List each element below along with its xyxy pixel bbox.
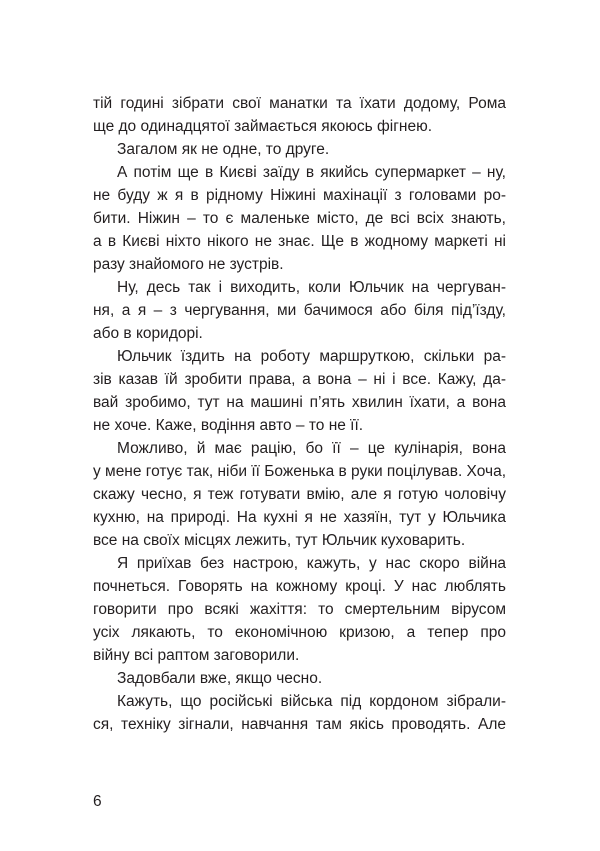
text-line: або в коридорі. — [93, 325, 203, 342]
text-line: вай зробимо, тут на машині п’ять хвилин їхати, а вона — [93, 394, 506, 411]
text-line: Можливо, й має рацію, бо її – це кулінарія, вона — [117, 440, 506, 457]
text-line: А потім ще в Києві заїду в якийсь супермаркет – ну, — [117, 164, 506, 181]
text-line: говорити про всякі жахіття: то смертельним вірусом — [93, 601, 506, 618]
text-line: Я приїхав без настрою, кажуть, у нас скоро війна — [117, 555, 506, 572]
text-line: ще до одинадцятої займається якоюсь фігнею. — [93, 118, 432, 135]
text-line: ся, техніку зігнали, навчання там якісь проводять. Але — [93, 716, 506, 733]
text-line: не буду ж я в рідному Ніжині махінації з головами ро- — [93, 187, 506, 204]
text-line: а в Києві ніхто нікого не знає. Ще в жодному маркеті ні — [93, 233, 506, 250]
text-line: війну всі раптом заговорили. — [93, 647, 300, 664]
text-line: скажу чесно, я теж готувати вмію, але я готую чоловічу — [93, 486, 506, 503]
page-body-text — [93, 92, 506, 736]
text-line: все на своїх місцях лежить, тут Юльчик куховарить. — [93, 532, 466, 549]
text-line: не хоче. Каже, водіння авто – то не її. — [93, 417, 364, 434]
text-line: Задовбали вже, якщо чесно. — [117, 670, 323, 687]
text-line: зів казав їй зробити права, а вона – ні і все. Кажу, да- — [93, 371, 506, 388]
page-number: 6 — [93, 793, 102, 810]
text-line: ня, а я – з чергування, ми бачимося або біля під’їзду, — [93, 302, 506, 319]
text-line: у мене готує так, ніби її Боженька в руки поцілував. Хоча, — [93, 463, 506, 480]
text-line: кухню, на природі. На кухні я не хазяїн, тут у Юльчика — [93, 509, 506, 526]
text-line: Юльчик їздить на роботу маршруткою, скільки ра- — [117, 348, 506, 365]
text-line: тій годині зібрати свої манатки та їхати додому, Рома — [93, 95, 506, 112]
text-line: бити. Ніжин – то є маленьке місто, де всі всіх знають, — [93, 210, 506, 227]
text-line: Загалом як не одне, то друге. — [117, 141, 330, 158]
text-line: усіх лякають, то економічною кризою, а тепер про — [93, 624, 506, 641]
text-line: разу знайомого не зустрів. — [93, 256, 284, 273]
text-line: почнеться. Говорять на кожному кроці. У нас люблять — [93, 578, 506, 595]
text-line: Кажуть, що російські війська під кордоном зібрали- — [117, 693, 506, 710]
text-line: Ну, десь так і виходить, коли Юльчик на чергуван- — [117, 279, 506, 296]
